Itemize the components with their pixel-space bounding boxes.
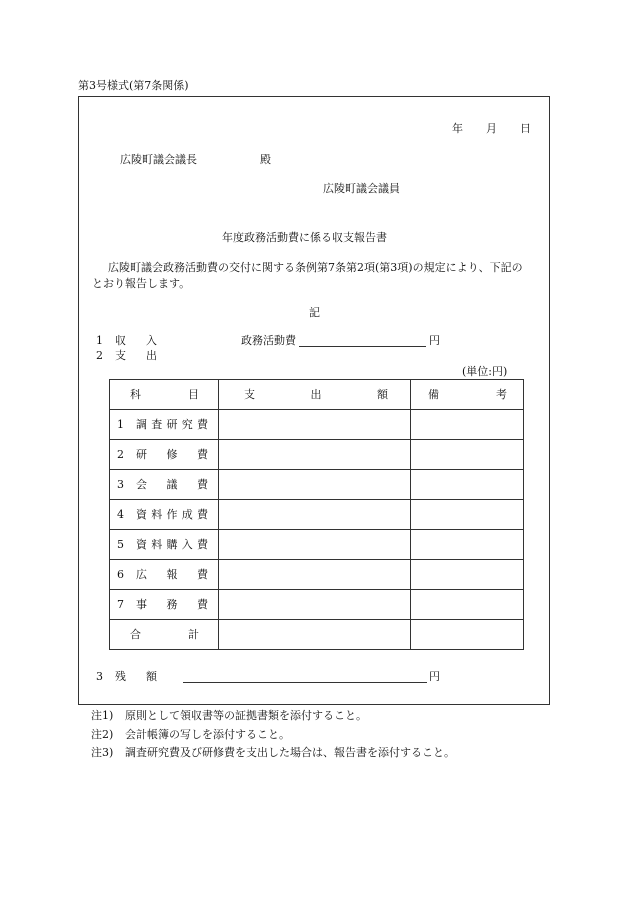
row-amount-cell[interactable] — [219, 470, 411, 500]
expense-label: 支 出 — [115, 349, 157, 362]
table-row — [110, 410, 524, 440]
body-text-line-2: とおり報告します。 — [92, 277, 191, 290]
row-number: 2 — [117, 448, 124, 461]
row-label: 資 料 作 成 費 — [136, 508, 208, 521]
note-1-text: 原則として領収書等の証拠書類を添付すること。 — [125, 709, 367, 722]
row-subject-cell — [110, 440, 219, 470]
table-body — [110, 410, 524, 620]
row-remarks-cell[interactable] — [411, 500, 524, 530]
unit-note: (単位:円) — [462, 365, 508, 378]
sender: 広陵町議会議員 — [323, 182, 400, 195]
row-remarks-cell[interactable] — [411, 410, 524, 440]
total-label-cell — [110, 620, 219, 650]
row-remarks-cell[interactable] — [411, 590, 524, 620]
row-remarks-cell[interactable] — [411, 440, 524, 470]
income-amount-line — [299, 346, 426, 347]
table-row — [110, 560, 524, 590]
income-number: 1 — [96, 334, 103, 347]
header-subject-label: 科 目 — [130, 388, 199, 401]
month-label: 月 — [486, 122, 497, 135]
note-2 — [91, 729, 290, 740]
row-remarks-cell[interactable] — [411, 470, 524, 500]
addressee: 広陵町議会議長 — [120, 153, 197, 166]
row-number: 6 — [117, 568, 124, 581]
note-3-text: 調査研究費及び研修費を支出した場合は、報告書を添付すること。 — [125, 746, 455, 759]
header-subject — [110, 380, 219, 410]
row-amount-cell[interactable] — [219, 560, 411, 590]
table-total-row — [110, 620, 524, 650]
total-label: 合 計 — [130, 628, 199, 641]
income-unit: 円 — [429, 334, 440, 347]
expense-number: 2 — [96, 349, 103, 362]
row-subject-cell — [110, 410, 219, 440]
row-amount-cell[interactable] — [219, 500, 411, 530]
row-subject-cell — [110, 500, 219, 530]
row-number: 1 — [117, 418, 124, 431]
total-remarks-cell[interactable] — [411, 620, 524, 650]
row-label: 広 報 費 — [136, 568, 208, 581]
note-1 — [91, 710, 367, 721]
report-title: 年度政務活動費に係る収支報告書 — [222, 231, 387, 244]
row-amount-cell[interactable] — [219, 590, 411, 620]
row-number: 7 — [117, 598, 124, 611]
table-row — [110, 590, 524, 620]
header-remarks-label: 備 考 — [428, 388, 507, 401]
row-subject-cell — [110, 560, 219, 590]
table-row — [110, 470, 524, 500]
expense-table — [109, 379, 524, 650]
note-2-text: 会計帳簿の写しを添付すること。 — [125, 728, 290, 741]
year-label: 年 — [452, 122, 463, 135]
row-label: 調 査 研 究 費 — [136, 418, 208, 431]
row-subject-cell — [110, 590, 219, 620]
header-remarks — [411, 380, 524, 410]
row-number: 4 — [117, 508, 124, 521]
row-label: 会 議 費 — [136, 478, 208, 491]
row-number: 3 — [117, 478, 124, 491]
balance-unit: 円 — [429, 670, 440, 683]
table-row — [110, 530, 524, 560]
row-label: 資 料 購 入 費 — [136, 538, 208, 551]
row-remarks-cell[interactable] — [411, 530, 524, 560]
total-amount-cell[interactable] — [219, 620, 411, 650]
balance-number: 3 — [96, 670, 103, 683]
table-row — [110, 440, 524, 470]
table-header-row — [110, 380, 524, 410]
row-subject-cell — [110, 470, 219, 500]
note-1-label: 注1) — [91, 709, 114, 722]
balance-amount-line — [183, 682, 427, 683]
header-amount — [219, 380, 411, 410]
balance-label: 残 額 — [115, 670, 157, 683]
form-number-label: 第3号様式(第7条関係) — [78, 79, 189, 92]
body-text-line-1: 広陵町議会政務活動費の交付に関する条例第7条第2項(第3項)の規定により、下記の — [108, 261, 523, 274]
ki-heading: 記 — [309, 306, 320, 319]
day-label: 日 — [520, 122, 531, 135]
note-3-label: 注3) — [91, 746, 114, 759]
note-2-label: 注2) — [91, 728, 114, 741]
income-label: 収 入 — [115, 334, 157, 347]
row-number: 5 — [117, 538, 124, 551]
addressee-honorific: 殿 — [260, 153, 271, 166]
row-amount-cell[interactable] — [219, 440, 411, 470]
header-amount-label: 支 出 額 — [244, 388, 388, 401]
row-remarks-cell[interactable] — [411, 560, 524, 590]
row-amount-cell[interactable] — [219, 410, 411, 440]
date-line — [452, 123, 531, 134]
table-row — [110, 500, 524, 530]
row-amount-cell[interactable] — [219, 530, 411, 560]
income-item-name: 政務活動費 — [241, 334, 296, 347]
note-3 — [91, 747, 455, 758]
row-label: 事 務 費 — [136, 598, 208, 611]
row-label: 研 修 費 — [136, 448, 208, 461]
row-subject-cell — [110, 530, 219, 560]
